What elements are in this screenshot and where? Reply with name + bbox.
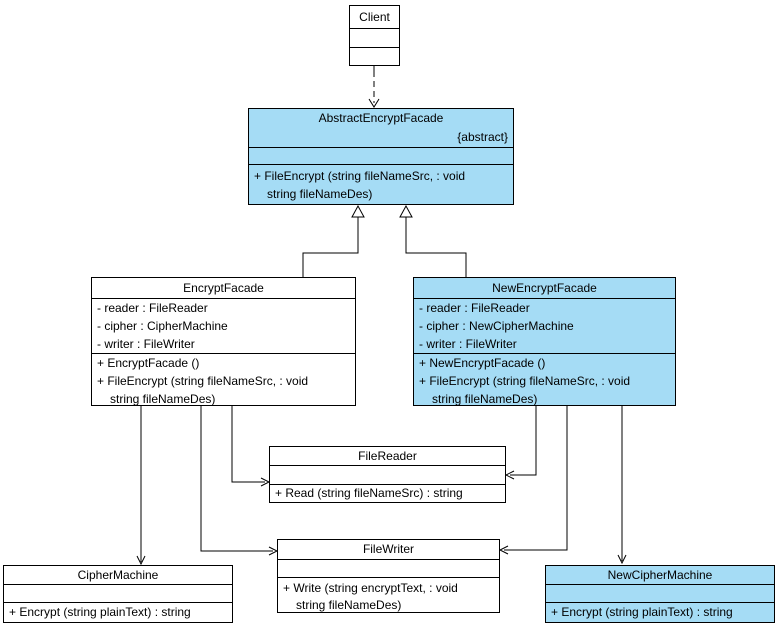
method-line: + NewEncryptFacade () xyxy=(419,356,546,370)
attribute-line: - reader : FileReader xyxy=(97,301,208,315)
class-box-ciphermachine xyxy=(3,565,233,623)
method-line: + EncryptFacade () xyxy=(97,356,200,370)
method-line: + FileEncrypt (string fileNameSrc, : void xyxy=(419,374,631,388)
class-box-abstractencryptfacade xyxy=(248,108,514,205)
methods-compartment xyxy=(546,602,774,622)
methods-compartment xyxy=(350,47,399,65)
class-box-newencryptfacade xyxy=(413,277,676,406)
association-encryptfacade-to-ciphermachine xyxy=(137,405,145,564)
attributes-compartment xyxy=(546,584,774,602)
attributes-compartment xyxy=(414,298,675,353)
class-box-filewriter xyxy=(277,539,500,613)
attributes-compartment xyxy=(4,584,232,602)
class-box-encryptfacade xyxy=(91,277,356,406)
title-compartment xyxy=(249,109,513,147)
hollow-triangle-icon xyxy=(400,206,412,217)
methods-compartment xyxy=(414,353,675,405)
attribute-line: - cipher : CipherMachine xyxy=(97,319,228,333)
attributes-compartment xyxy=(92,298,355,353)
method-line-continuation: string fileNameDes) xyxy=(267,187,373,201)
association-newencryptfacade-to-filereader xyxy=(506,406,536,479)
hollow-triangle-icon xyxy=(352,206,364,217)
stereotype-label: {abstract} xyxy=(457,130,508,144)
generalization-encryptfacade-to-abstractencryptfacade xyxy=(303,206,364,277)
method-line: + Encrypt (string plainText) : string xyxy=(551,605,733,619)
attributes-compartment xyxy=(270,465,505,484)
methods-compartment xyxy=(92,353,355,405)
attribute-line: - reader : FileReader xyxy=(419,301,530,315)
methods-compartment xyxy=(270,484,505,502)
attributes-compartment xyxy=(278,559,499,577)
class-name: NewEncryptFacade xyxy=(492,281,597,295)
association-newencryptfacade-to-filewriter xyxy=(500,406,567,554)
methods-compartment xyxy=(249,164,513,204)
methods-compartment xyxy=(278,577,499,612)
class-name: FileWriter xyxy=(362,542,415,556)
class-box-newciphermachine xyxy=(545,565,775,623)
class-box-client xyxy=(349,5,400,66)
method-line: + Write (string encryptText, : void xyxy=(283,581,458,595)
class-name: FileReader xyxy=(358,449,417,463)
method-line-continuation: string fileNameDes) xyxy=(432,392,538,405)
methods-compartment xyxy=(4,602,232,622)
class-name: EncryptFacade xyxy=(183,281,264,295)
attribute-line: - writer : FileWriter xyxy=(97,337,195,351)
class-box-filereader xyxy=(269,446,506,503)
method-line: + Read (string fileNameSrc) : string xyxy=(275,486,463,500)
generalization-newencryptfacade-to-abstractencryptfacade xyxy=(400,206,466,277)
method-line: + FileEncrypt (string fileNameSrc, : void xyxy=(97,374,309,388)
class-name: Client xyxy=(359,10,390,24)
class-name: AbstractEncryptFacade xyxy=(318,111,444,125)
method-line: + Encrypt (string plainText) : string xyxy=(9,605,191,619)
attribute-line: - cipher : NewCipherMachine xyxy=(419,319,574,333)
method-line-continuation: string fileNameDes) xyxy=(110,392,216,405)
method-line: + FileEncrypt (string fileNameSrc, : void xyxy=(254,169,466,183)
attribute-line: - writer : FileWriter xyxy=(419,337,517,351)
dependency-client-to-abstractencryptfacade xyxy=(369,66,379,107)
class-name: CipherMachine xyxy=(77,568,159,582)
association-newencryptfacade-to-newciphermachine xyxy=(618,406,626,563)
method-line-continuation: string fileNameDes) xyxy=(296,598,402,612)
association-encryptfacade-to-filereader xyxy=(232,405,269,486)
attributes-compartment xyxy=(249,147,513,164)
class-name: NewCipherMachine xyxy=(607,568,713,582)
attributes-compartment xyxy=(350,28,399,47)
